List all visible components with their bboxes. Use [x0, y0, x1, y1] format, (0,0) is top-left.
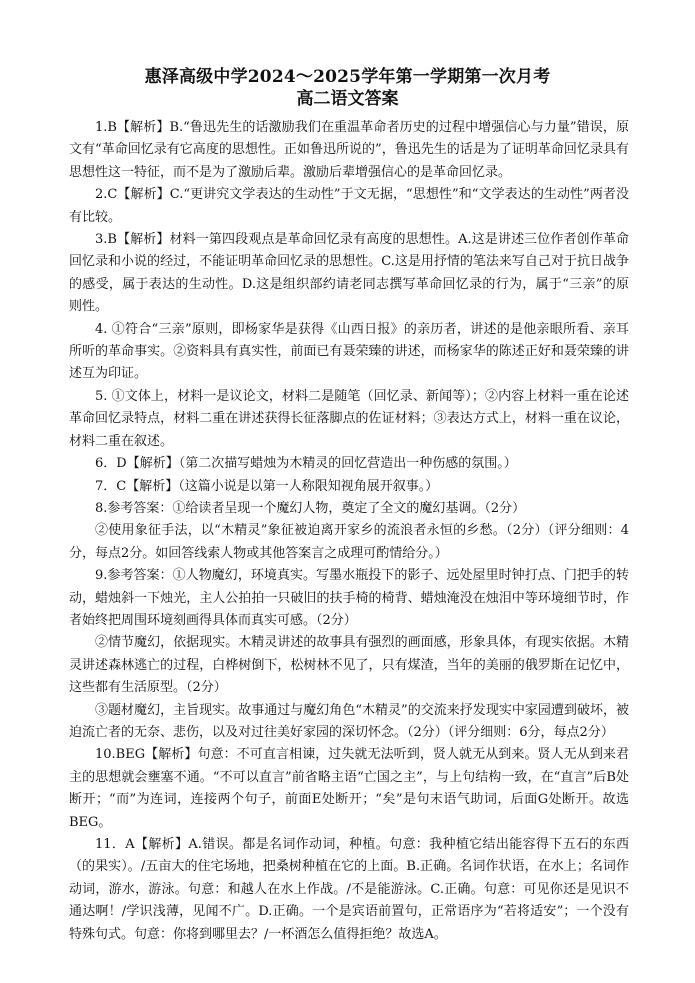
answer-paragraph: ②使用象征手法，以“木精灵”象征被迫离开家乡的流浪者永恒的乡愁。（2分）（评分细则：4分，每点2分。如回答线索人物或其他答案言之成理可酌情给分。）	[69, 523, 629, 561]
answer-paragraph: 4. ①符合“三亲”原则，即杨家华是获得《山西日报》的亲历者，讲述的是他亲眼所看、亲耳所听的革命事实。②资料具有真实性，前面已有聂荣臻的讲述，而杨家华的陈述正好和聂荣臻的讲述互为印证。	[69, 321, 629, 382]
answer-paragraph: 6．D【解析】（第二次描写蜡烛为木精灵的回忆营造出一种伤感的氛围。）	[95, 456, 517, 472]
document-title: 惠泽高级中学2024～2025学年第一学期第一次月考	[144, 67, 551, 87]
answer-paragraph: 8.参考答案：①给读者呈现一个魔幻人物，奠定了全文的魔幻基调。（2分）	[95, 500, 526, 516]
answer-paragraph: 2.C【解析】C.“更讲究文学表达的生动性”于文无据，“思想性”和“文学表达的生动性”两者没有比较。	[69, 187, 629, 225]
answer-paragraph: ③题材魔幻，主旨现实。故事通过与魔幻角色“木精灵”的交流来抒发现实中家园遭到破坏，被迫流亡者的无奈、悲伤，以及对过往美好家园的深切怀念。（2分）（评分细则：6分，每点2分）	[69, 702, 629, 740]
answer-paragraph: 5. ①文体上，材料一是议论文，材料二是随笔（回忆录、新闻等）；②内容上材料一重在论述革命回忆录特点，材料二重在讲述获得长征落脚点的佐证材料；③表达方式上，材料一重在议论，材料二重在叙述。	[69, 388, 629, 449]
answer-paragraph: 3.B【解析】材料一第四段观点是革命回忆录有高度的思想性。A.这是讲述三位作者创作革命回忆录和小说的经过，不能证明革命回忆录的思想性。C.这是用抒情的笔法来写自己对于抗日战争的感受，属于表达的生动性。D.这是组织部约请老同志撰写革命回忆录的行为，属于“三亲”的原则性。	[69, 232, 629, 315]
document-subtitle: 高二语文答案	[296, 89, 399, 109]
answer-paragraph: 10.BEG【解析】句意：不可直言相谏，过失就无法听到，贤人就无从到来。贤人无从到来君主的思想就会壅塞不通。“不可以直言”前省略主语“亡国之主”，与上句结构一致，在“直言”后B处断开；“而”为连词，连接两个句子，前面E处断开；“矣”是句末语气助词，后面G处断开。故选BEG。	[69, 747, 629, 830]
answer-body	[69, 117, 629, 946]
answer-paragraph: 7．C【解析】（这篇小说是以第一人称限知视角展开叙事。）	[95, 478, 439, 494]
answer-paragraph: 9.参考答案：①人物魔幻，环境真实。写墨水瓶投下的影子、远处屋里时钟打点、门把手的转动，蜡烛斜一下烛光，主人公拍拍一只破旧的扶手椅的椅背、蜡烛淹没在烛泪中等环境细节时，作者始终把周围环境刻画得具体而真实可感。（2分）	[69, 568, 629, 628]
answer-paragraph: ②情节魔幻，依据现实。木精灵讲述的故事具有强烈的画面感，形象具体，有现实依据。木精灵讲述森林逃亡的过程，白桦树倒下，松树林不见了，只有煤渣，当年的美丽的俄罗斯在记忆中，这些都有生活原型。（2分）	[69, 635, 629, 696]
answer-paragraph: 11．A【解析】A.错误。都是名词作动词，种植。句意：我种植它结出能容得下五石的东西（的果实）。/五亩大的住宅场地，把桑树种植在它的上面。B.正确。名词作状语，在水上；名词作动词，游水，游泳。句意：和越人在水上作战。/不是能游泳。C.正确。句意：可见你还是见识不通达啊！/学识浅薄，见闻不广。D.正确。一个是宾语前置句，正常语序为“若将适安”；一个没有特殊句式。句意：你将到哪里去？/一杯酒怎么值得拒绝？故选A。	[69, 837, 629, 942]
answer-paragraph: 1.B【解析】B.“鲁迅先生的话激励我们在重温革命者历史的过程中增强信心与力量”错误，原文有“革命回忆录有它高度的思想性。正如鲁迅所说的”，鲁迅先生的话是为了证明革命回忆录具有思想性这一特征，而不是为了激励后辈。激励后辈增强信心的是革命回忆录。	[69, 120, 629, 180]
